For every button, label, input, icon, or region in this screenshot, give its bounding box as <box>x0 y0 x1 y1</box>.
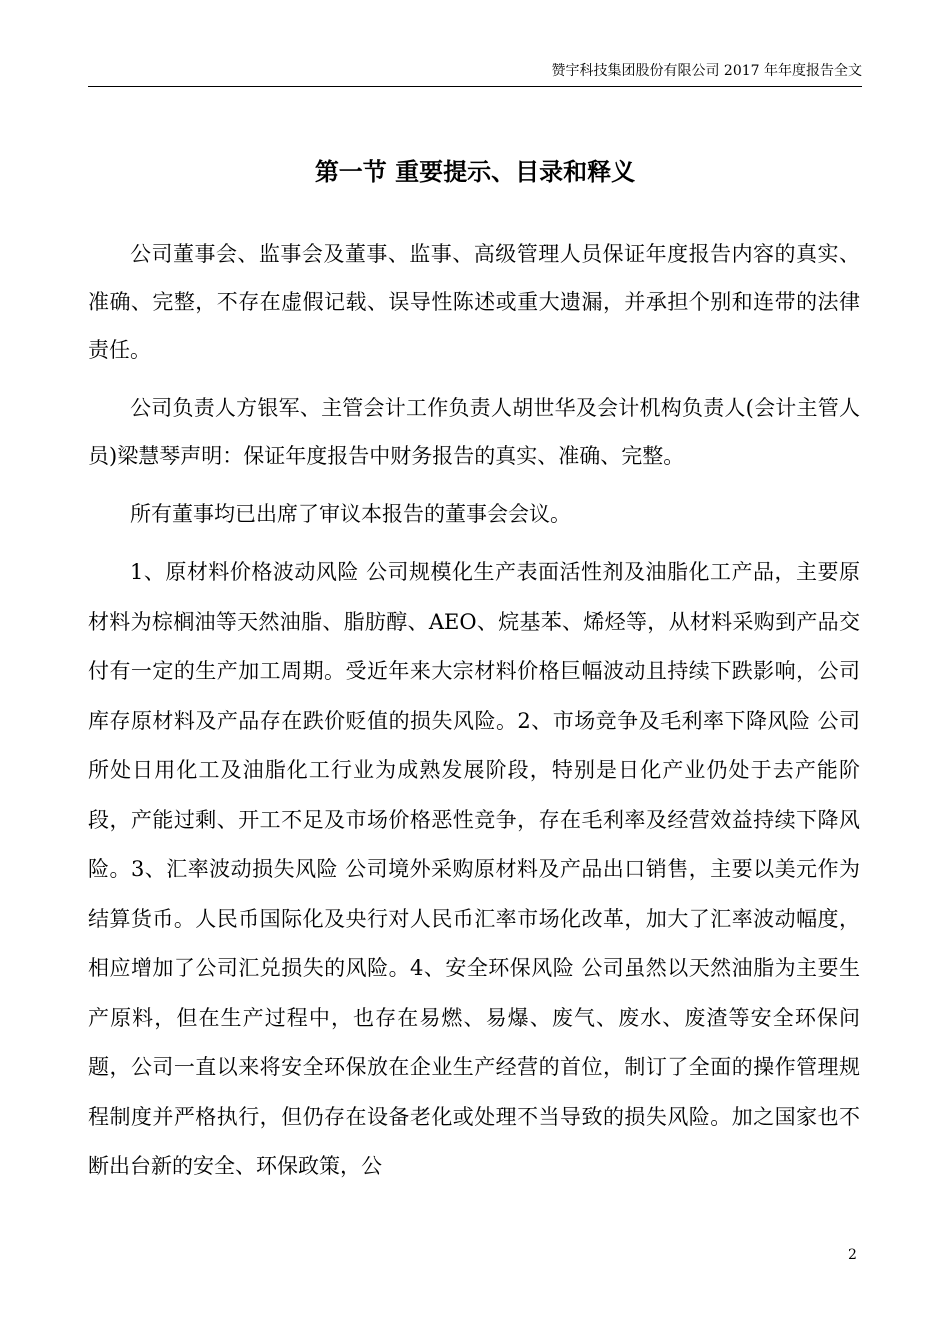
risk-factors-paragraph: 1、原材料价格波动风险 公司规模化生产表面活性剂及油脂化工产品，主要原材料为棕榈油等天然油脂、脂肪醇、AEO、烷基苯、烯烃等，从材料采购到产品交付有一定的生产加工周期。受近年来大宗材料价格巨幅波动且持续下跌影响，公司库存原材料及产品存在跌价贬值的损失风险。2、市场竞争及毛利率下降风险 公司所处日用化工及油脂化工行业为成熟发展阶段，特别是日化产业仍处于去产能阶段，产能过剩、开工不足及市场价格恶性竞争，存在毛利率及经营效益持续下降风险。3、汇率波动损失风险 公司境外采购原材料及产品出口销售，主要以美元作为结算货币。人民币国际化及央行对人民币汇率市场化改革，加大了汇率波动幅度，相应增加了公司汇兑损失的风险。4、安全环保风险 公司虽然以天然油脂为主要生产原料，但在生产过程中，也存在易燃、易爆、废气、废水、废渣等安全环保问题，公司一直以来将安全环保放在企业生产经营的首位，制订了全面的操作管理规程制度并严格执行，但仍存在设备老化或处理不当导致的损失风险。加之国家也不断出台新的安全、环保政策，公 <box>88 560 860 1178</box>
header-divider <box>88 86 862 87</box>
body-text <box>88 230 860 1202</box>
page-number: 2 <box>848 1247 857 1263</box>
responsibility-paragraph: 公司董事会、监事会及董事、监事、高级管理人员保证年度报告内容的真实、准确、完整，不存在虚假记载、误导性陈述或重大遗漏，并承担个别和连带的法律责任。 <box>88 242 860 362</box>
section-title: 第一节 重要提示、目录和释义 <box>314 157 636 186</box>
financial-statement-paragraph: 公司负责人方银军、主管会计工作负责人胡世华及会计机构负责人(会计主管人员)梁慧琴声明：保证年度报告中财务报告的真实、准确、完整。 <box>88 396 860 468</box>
running-header: 赞宇科技集团股份有限公司 2017 年年度报告全文 <box>551 63 862 79</box>
attendance-paragraph: 所有董事均已出席了审议本报告的董事会会议。 <box>130 502 571 526</box>
